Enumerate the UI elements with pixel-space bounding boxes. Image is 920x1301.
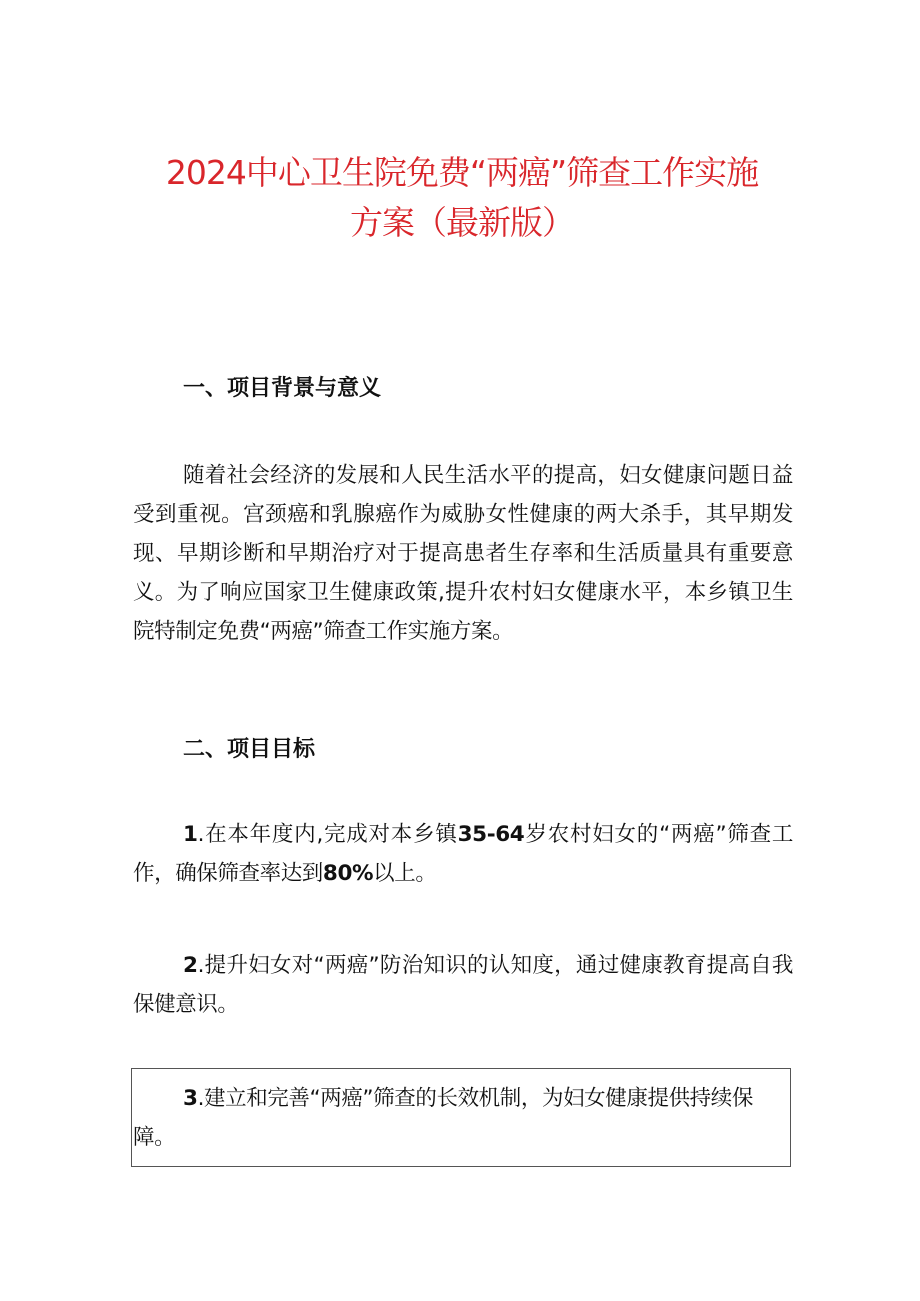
goal-text: .提升妇女对“两癌”防治知识的认知度，通过健康教育提高自我保健意识。 (133, 953, 793, 1017)
goal-item-1 (133, 815, 793, 893)
background-paragraph: 随着社会经济的发展和人民生活水平的提高，妇女健康问题日益受到重视。宫颈癌和乳腺癌作为威胁女性健康的两大杀手，其早期发现、早期诊断和早期治疗对于提高患者生存率和生活质量具有重要意义。为了响应国家卫生健康政策,提升农村妇女健康水平，本乡镇卫生院特制定免费“两癌”筛查工作实施方案。 (133, 463, 793, 644)
goal-number: 3 (183, 1086, 198, 1111)
goal-item-2 (133, 946, 793, 1024)
goal-number: 1 (183, 822, 198, 847)
target-rate: 80% (322, 861, 374, 886)
section-heading-goals: 二、项目目标 (183, 737, 316, 762)
goal-text: 岁农村妇女的“两癌”筛查工作，确保筛查率达到 (133, 822, 793, 886)
title-line-1: 2024中心卫生院免费“两癌”筛查工作实施 (165, 153, 759, 192)
goal-text: .建立和完善“两癌”筛查的长效机制，为妇女健康提供持续保障。 (133, 1086, 753, 1150)
goal-text: 以上。 (373, 861, 437, 886)
goal-text: .在本年度内,完成对本乡镇 (197, 822, 458, 847)
title-line-2: 方案（最新版） (350, 203, 574, 242)
age-range: 35-64 (457, 822, 525, 847)
goal-number: 2 (183, 953, 198, 978)
goal-item-3 (133, 1079, 773, 1157)
section-heading-background: 一、项目背景与意义 (183, 376, 382, 401)
